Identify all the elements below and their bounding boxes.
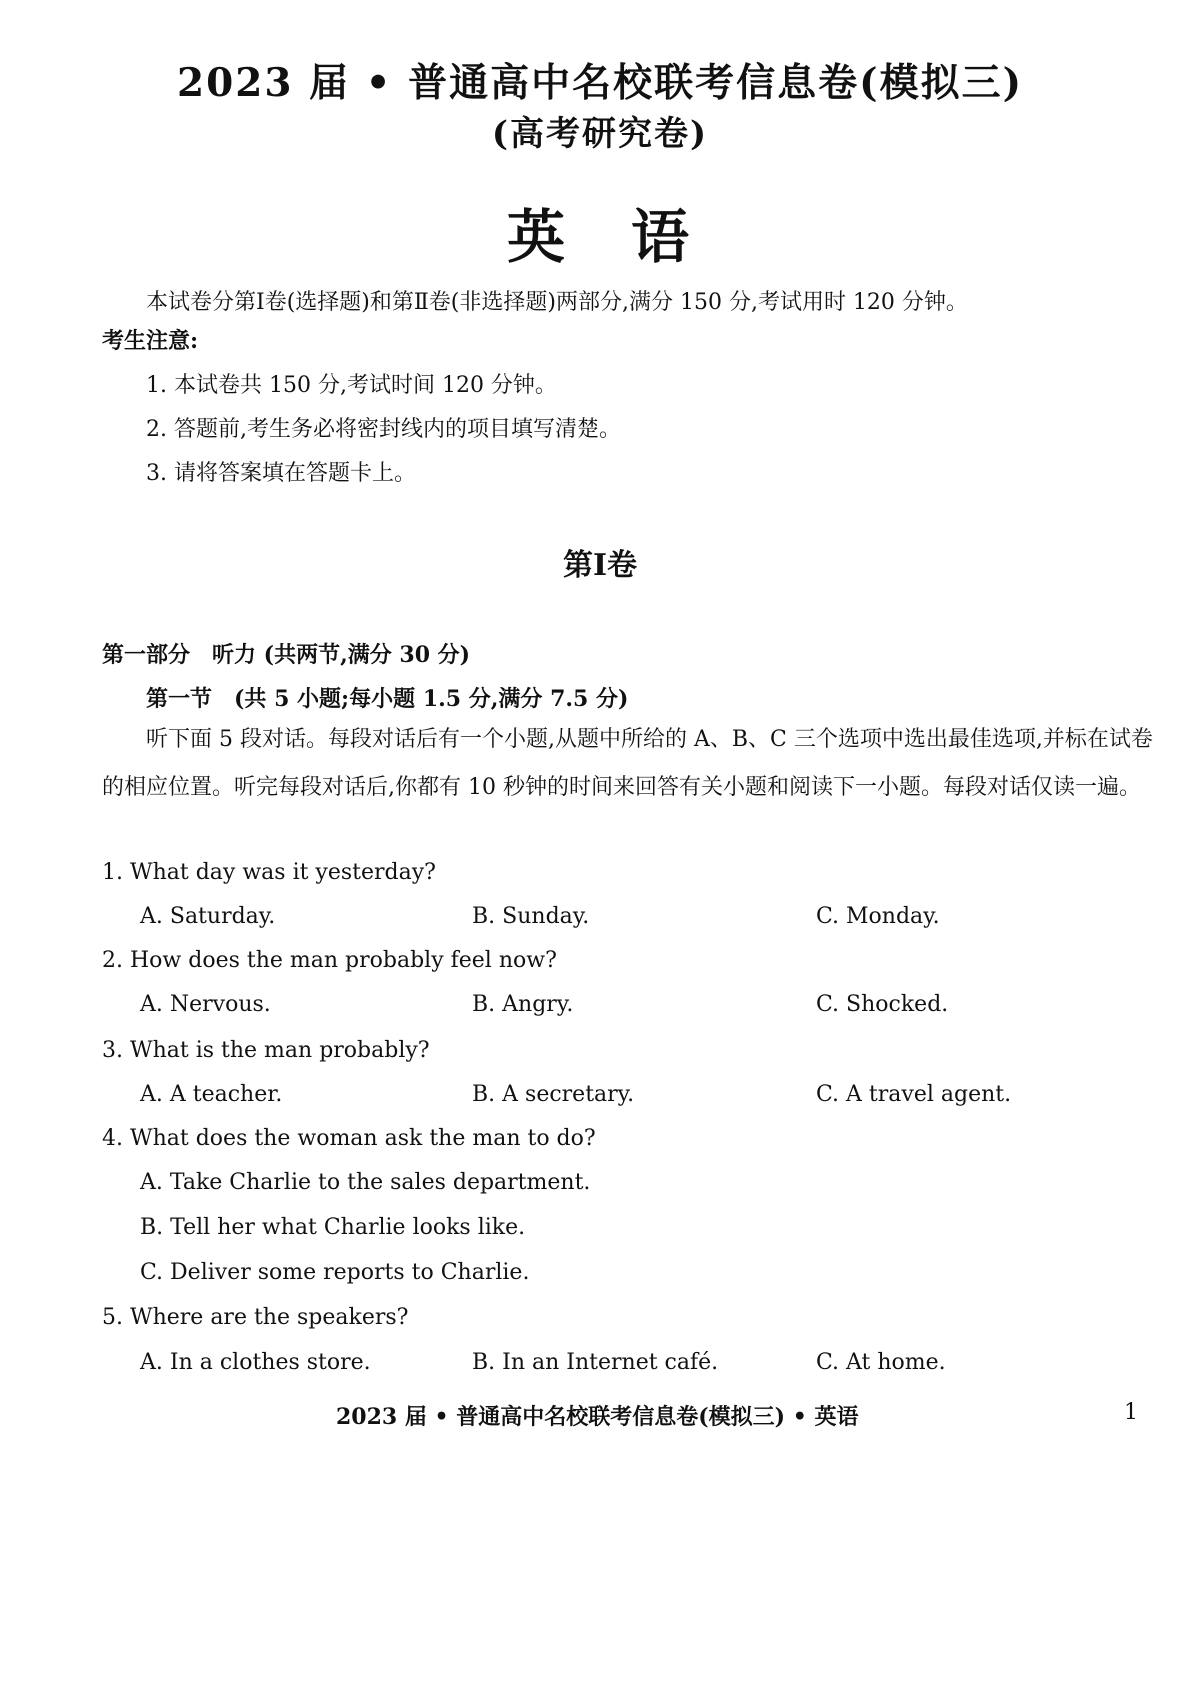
option-b: B. Angry. xyxy=(472,992,574,1017)
question-stem: 4. What does the woman ask the man to do? xyxy=(102,1126,596,1151)
option-b: B. A secretary. xyxy=(472,1082,635,1107)
page-number: 1 xyxy=(1124,1400,1138,1425)
question-stem: 2. How does the man probably feel now? xyxy=(102,948,557,973)
volume-title: 第Ⅰ卷 xyxy=(562,548,638,583)
option-a: A. Nervous. xyxy=(140,992,271,1017)
option-a: A. Saturday. xyxy=(140,904,276,929)
option-b: B. Tell her what Charlie looks like. xyxy=(140,1215,526,1240)
option-b: B. Sunday. xyxy=(472,904,590,929)
question-stem: 3. What is the man probably? xyxy=(102,1038,430,1063)
option-c: C. Shocked. xyxy=(816,992,949,1017)
exam-title: 2023 届 • 普通高中名校联考信息卷(模拟三) xyxy=(176,60,1024,106)
option-b: B. In an Internet café. xyxy=(472,1350,719,1375)
notice-item: 2. 答题前,考生务必将密封线内的项目填写清楚。 xyxy=(146,417,621,442)
notice-heading: 考生注意: xyxy=(102,328,199,354)
question-stem: 5. Where are the speakers? xyxy=(102,1305,409,1330)
page-footer: 2023 届 • 普通高中名校联考信息卷(模拟三) • 英语 xyxy=(336,1404,859,1430)
option-a: A. Take Charlie to the sales department. xyxy=(140,1170,591,1195)
option-c: C. A travel agent. xyxy=(816,1082,1012,1107)
option-c: C. At home. xyxy=(816,1350,946,1375)
section-heading: 第一节 (共 5 小题;每小题 1.5 分,满分 7.5 分) xyxy=(146,686,629,712)
notice-item: 3. 请将答案填在答题卡上。 xyxy=(146,461,416,486)
option-a: A. In a clothes store. xyxy=(140,1350,371,1375)
section-instructions: 听下面 5 段对话。每段对话后有一个小题,从题中所给的 A、B、C 三个选项中选出最佳选项,并标在试卷的相应位置。听完每段对话后,你都有 10 秒钟的时间来回答有关小题和阅读下一小题。每段对话仅读一遍。 xyxy=(102,727,1153,800)
intro-text: 本试卷分第Ⅰ卷(选择题)和第Ⅱ卷(非选择题)两部分,满分 150 分,考试用时 120 分钟。 xyxy=(146,290,968,315)
option-a: A. A teacher. xyxy=(140,1082,283,1107)
exam-subtitle: (高考研究卷) xyxy=(491,114,709,154)
option-c: C. Monday. xyxy=(816,904,940,929)
question-stem: 1. What day was it yesterday? xyxy=(102,860,436,885)
part-heading: 第一部分 听力 (共两节,满分 30 分) xyxy=(102,642,471,668)
notice-item: 1. 本试卷共 150 分,考试时间 120 分钟。 xyxy=(146,373,557,398)
option-c: C. Deliver some reports to Charlie. xyxy=(140,1260,530,1285)
subject-title: 英 语 xyxy=(506,203,693,271)
